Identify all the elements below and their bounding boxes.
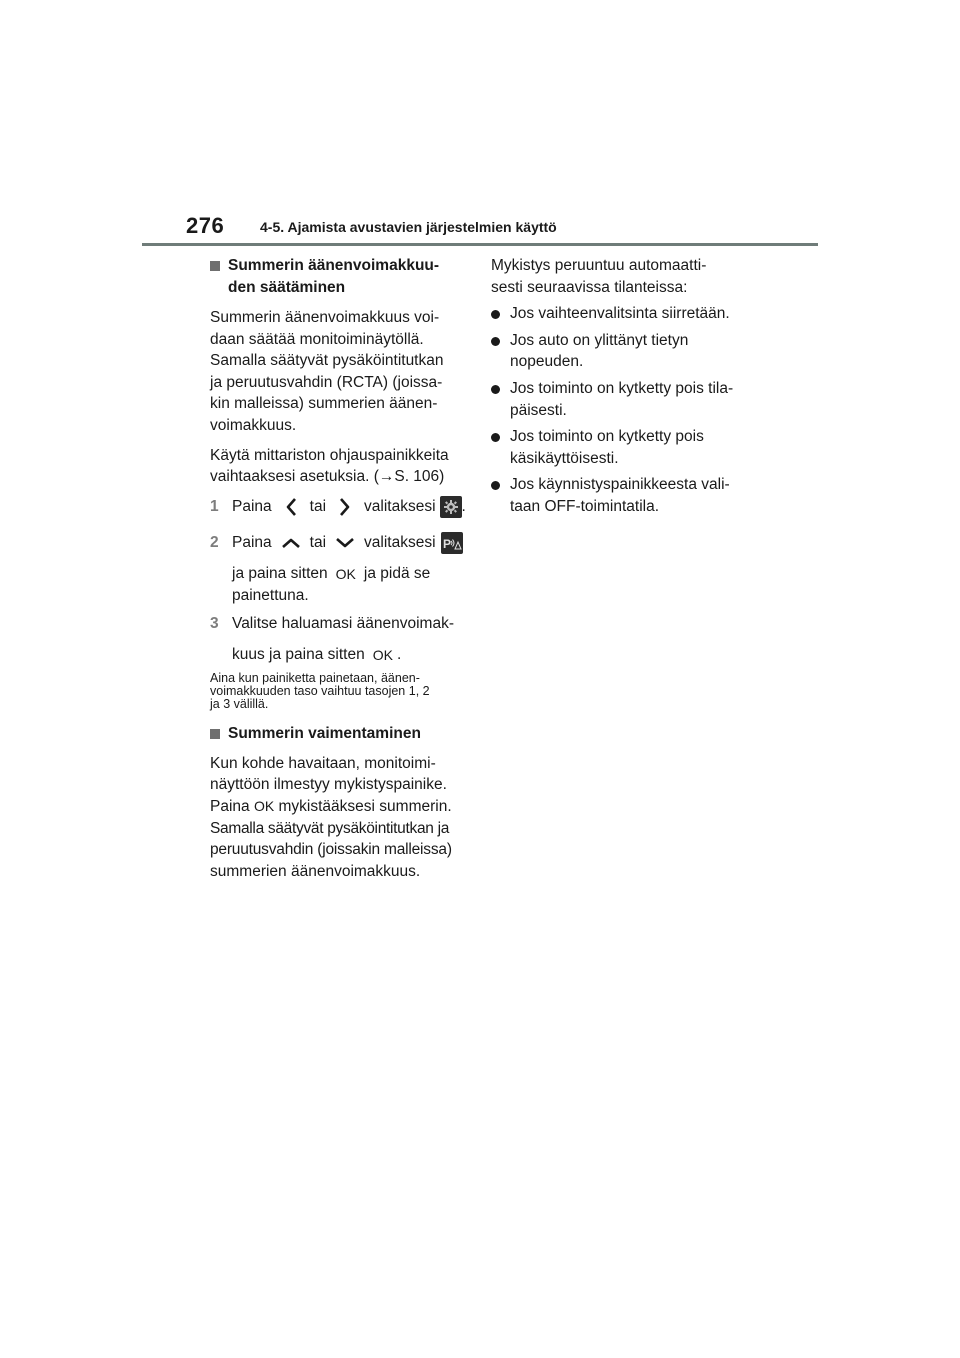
header-divider — [142, 243, 818, 246]
paragraph-mute — [210, 753, 472, 883]
step-text: tai — [309, 533, 327, 551]
list-item — [491, 426, 761, 469]
arrow-icon: → — [378, 468, 395, 486]
step-1 — [210, 496, 472, 518]
step-number: 3 — [210, 614, 219, 632]
text-line: daan säätää monitoiminäytöllä. — [210, 330, 424, 348]
text-line: Jos käynnistyspainikkeesta vali- — [510, 476, 730, 494]
step-text: ja paina sitten — [232, 564, 328, 582]
right-column — [491, 255, 761, 523]
text-line: Jos auto on ylittänyt tietyn — [510, 331, 689, 349]
step-text: valitaksesi — [364, 533, 436, 551]
ok-button-label: OK — [372, 646, 393, 663]
step-text: . — [461, 497, 466, 515]
paragraph-volume — [210, 307, 472, 437]
chevron-down-icon — [334, 532, 356, 554]
step-text: kuus ja paina sitten — [232, 645, 365, 663]
svg-text:P: P — [442, 536, 451, 551]
heading-line: den säätäminen — [228, 279, 346, 296]
ok-button-label: OK — [253, 797, 275, 814]
text-line: ja peruutusvahdin (RCTA) (joissa- — [210, 373, 443, 391]
paragraph-auto-cancel — [491, 255, 761, 298]
heading-line: Summerin vaimentaminen — [228, 724, 421, 742]
text-line: Jos toiminto on kytketty pois — [510, 428, 704, 446]
text-line: sesti seuraavissa tilanteissa: — [491, 278, 688, 296]
chevron-up-icon — [280, 532, 302, 554]
step-text: Paina — [232, 497, 272, 515]
note-line: ja 3 välillä. — [210, 696, 269, 711]
text-line: Käytä mittariston ohjauspainikkeita — [210, 446, 449, 464]
text: vaihtaaksesi asetuksia. ( — [210, 468, 379, 486]
bullet-dot-icon — [491, 310, 500, 319]
square-bullet-icon — [210, 729, 220, 739]
text-line: Samalla säätyvät pysäköintitutkan ja — [210, 819, 450, 837]
step-text: valitaksesi — [364, 497, 436, 515]
text-line — [210, 796, 472, 818]
list-item — [491, 474, 761, 517]
chevron-right-icon — [334, 496, 356, 518]
list-item — [491, 303, 761, 325]
text-line: kin malleissa) summerien äänen- — [210, 395, 438, 413]
step-number: 2 — [210, 533, 219, 551]
left-column — [210, 255, 472, 890]
step-text: tai — [309, 497, 327, 515]
section-title: 4-5. Ajamista avustavien järjestelmien käyttö — [260, 219, 557, 235]
text-line: käsikäyttöisesti. — [510, 449, 619, 467]
text-line: peruutusvahdin (joissakin malleissa) — [210, 841, 452, 859]
step-text: . — [396, 645, 402, 663]
text-line: Summerin äänenvoimakkuus voi- — [210, 309, 440, 326]
page-number: 276 — [186, 213, 225, 238]
bullet-dot-icon — [491, 385, 500, 394]
note-line: Aina kun painiketta painetaan, äänen- — [210, 670, 420, 685]
step-text: Paina — [232, 533, 272, 551]
text-line — [210, 466, 472, 488]
heading-line: Summerin äänenvoimakkuu- — [228, 257, 440, 274]
step-text: painettuna. — [232, 586, 309, 604]
text-line: näyttöön ilmestyy mykistyspainike. — [210, 776, 447, 794]
ok-button-label: OK — [335, 565, 356, 582]
bullet-dot-icon — [491, 433, 500, 442]
paragraph-controls — [210, 445, 472, 488]
step-text: ja pidä se — [363, 564, 431, 582]
heading-mute — [210, 723, 472, 745]
step-3 — [210, 613, 472, 666]
square-bullet-icon — [210, 261, 220, 271]
text-line: Kun kohde havaitaan, monitoimi- — [210, 754, 436, 772]
text-line: taan OFF-toimintatila. — [510, 497, 660, 515]
note-line: voimakkuuden taso vaihtuu tasojen 1, 2 — [210, 683, 430, 698]
page-reference: S. 106) — [394, 468, 445, 486]
step-number: 1 — [210, 497, 219, 515]
text-line: Jos vaihteenvalitsinta siirretään. — [510, 305, 730, 323]
chevron-left-icon — [280, 496, 302, 518]
list-item — [491, 378, 761, 421]
bullet-dot-icon — [491, 481, 500, 490]
list-item — [491, 330, 761, 373]
text-line: Jos toiminto on kytketty pois tila- — [510, 379, 734, 397]
heading-volume-adjust — [210, 255, 472, 299]
text-line: voimakkuus. — [210, 416, 297, 434]
text-line: Samalla säätyvät pysäköintitutkan — [210, 352, 444, 370]
parking-sensor-icon — [441, 532, 463, 554]
text-line: Mykistys peruuntuu automaatti- — [491, 257, 707, 274]
note — [210, 672, 472, 711]
step-2 — [210, 532, 472, 607]
gear-icon — [440, 496, 462, 518]
bullet-dot-icon — [491, 337, 500, 346]
text-line: nopeuden. — [510, 353, 584, 371]
text-line: päisesti. — [510, 401, 567, 419]
text: Paina — [210, 797, 250, 815]
step-text: Valitse haluamasi äänenvoimak- — [232, 614, 454, 632]
text-line: summerien äänenvoimakkuus. — [210, 862, 421, 880]
text: mykistääksesi summerin. — [278, 797, 452, 815]
